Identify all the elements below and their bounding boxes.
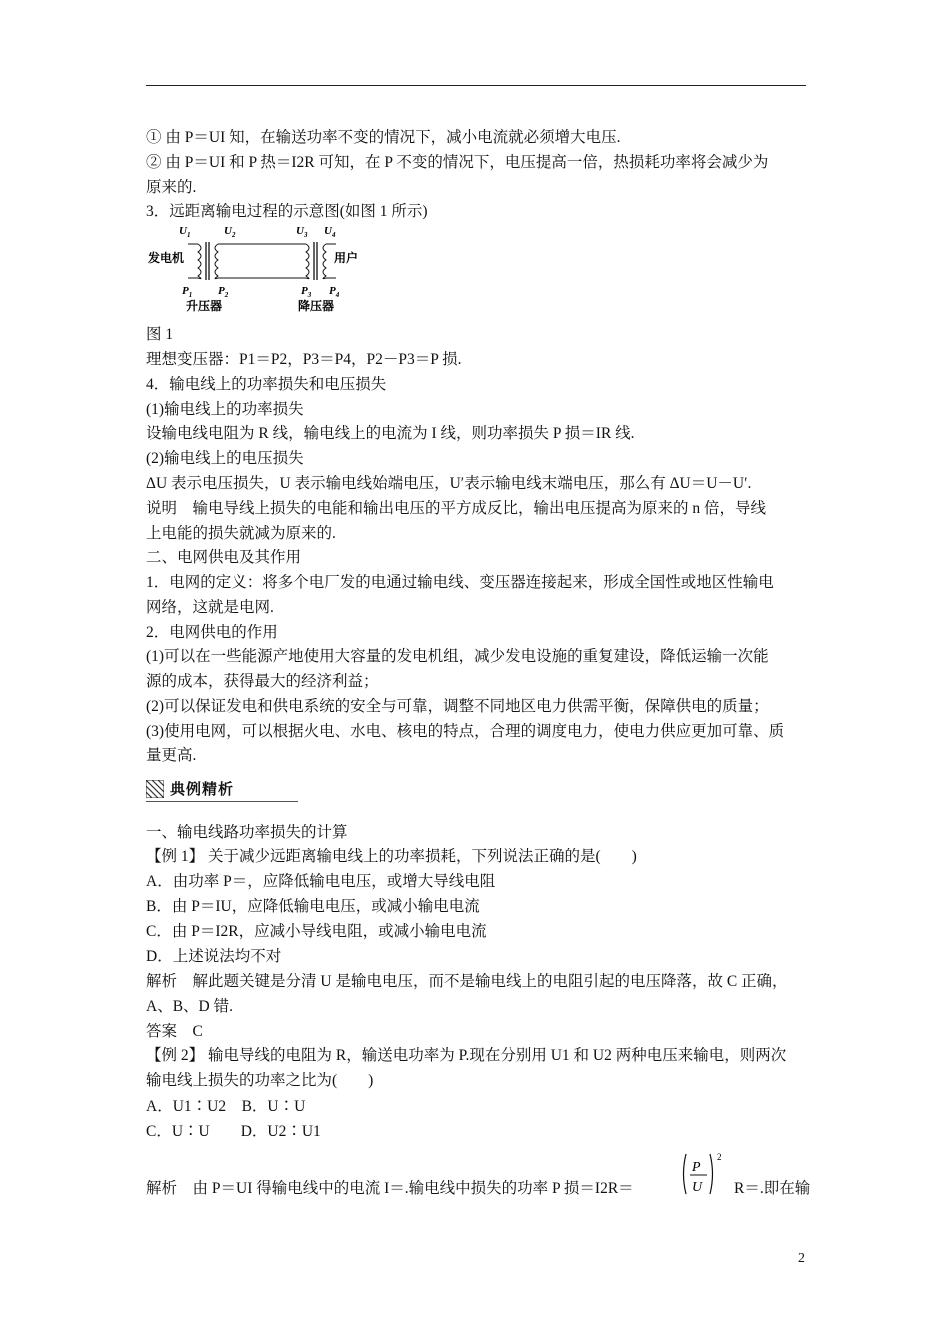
figure-caption: 图 1 bbox=[146, 326, 174, 343]
text-line: (2)输电线上的电压损失 bbox=[146, 450, 304, 467]
analysis-line: 解析 由 P＝UI 得输电线中的电流 I＝.输电线中损失的功率 P 损＝I2R＝ bbox=[146, 1180, 634, 1197]
text-line: 二、电网供电及其作用 bbox=[146, 549, 302, 566]
analysis-line: 解析 解此题关键是分清 U 是输电电压，而不是输电线上的电阻引起的电压降落，故 C 正确， bbox=[146, 973, 788, 990]
text-line: 4．输电线上的功率损失和电压损失 bbox=[146, 376, 387, 393]
section-heading bbox=[146, 778, 298, 804]
option-a: A．由功率 P＝，应降低输电电压，或增大导线电阻 bbox=[146, 873, 496, 890]
label-P1: $P_1$ bbox=[182, 285, 193, 299]
label-P4: $P_4$ bbox=[329, 285, 340, 299]
text-line: 理想变压器：P1＝P2，P3＝P4，P2－P3＝P 损. bbox=[146, 351, 462, 368]
text-line: 1．电网的定义：将多个电厂发的电通过输电线、变压器连接起来，形成全国性或地区性输电 bbox=[146, 574, 774, 591]
text-line: (1)输电线上的功率损失 bbox=[146, 401, 304, 418]
answer-line: 答案 C bbox=[146, 1023, 203, 1040]
text-line: ① 由 P＝UI 知，在输送功率不变的情况下，减小电流就必须增大电压. bbox=[146, 129, 621, 146]
text-line: 网络，这就是电网. bbox=[146, 599, 274, 616]
label-U4: $U_4$ bbox=[324, 225, 336, 239]
text-line: 原来的. bbox=[146, 179, 197, 196]
label-U1: $U_1$ bbox=[179, 225, 191, 239]
example-1-question: 【例 1】 关于减少远距离输电线上的功率损耗，下列说法正确的是( ) bbox=[146, 848, 637, 865]
option-b: B．由 P＝IU，应降低输电电压，或减小输电电流 bbox=[146, 898, 480, 915]
formula-numerator: P bbox=[692, 1160, 701, 1175]
text-line: (2)可以保证发电和供电系统的安全与可靠，调整不同地区电力供需平衡，保障供电的质量； bbox=[146, 698, 769, 715]
option-d: D．上述说法均不对 bbox=[146, 948, 282, 965]
text-line: 上电能的损失就减为原来的. bbox=[146, 525, 336, 542]
example-2-question: 【例 2】 输电导线的电阻为 R，输送电功率为 P.现在分别用 U1 和 U2 两种电压来输电，则两次 bbox=[146, 1047, 787, 1064]
user-label: 用户 bbox=[334, 251, 359, 265]
option-cd: C．U∶U D．U2∶U1 bbox=[146, 1123, 321, 1140]
formula-denominator: U bbox=[692, 1180, 703, 1195]
analysis-line: A、B、D 错. bbox=[146, 998, 233, 1015]
step-down-label: 降压器 bbox=[298, 299, 335, 313]
page-number: 2 bbox=[798, 1251, 805, 1266]
header-rule bbox=[146, 85, 806, 86]
text-line: 源的成本，获得最大的经济利益； bbox=[146, 673, 379, 690]
text-line: 输电线上损失的功率之比为( ) bbox=[146, 1072, 374, 1089]
formula-exponent: 2 bbox=[717, 1152, 722, 1162]
analysis-line-tail: R＝.即在输 bbox=[734, 1180, 811, 1197]
text-line: 2．电网供电的作用 bbox=[146, 624, 278, 641]
option-c: C．由 P＝I2R，应减小导线电阻，或减小输电电流 bbox=[146, 923, 487, 940]
text-line: ΔU 表示电压损失，U 表示输电线始端电压，U′表示输电线末端电压，那么有 ΔU＝U－U′. bbox=[146, 475, 752, 492]
step-up-label: 升压器 bbox=[186, 299, 223, 313]
section-underline bbox=[146, 801, 298, 802]
text-line: ② 由 P＝UI 和 P 热＝I2R 可知，在 P 不变的情况下，电压提高一倍，热损耗功率将会减少为 bbox=[146, 154, 769, 171]
text-line: 3．远距离输电过程的示意图(如图 1 所示) bbox=[146, 203, 428, 220]
label-P2: $P_2$ bbox=[218, 285, 229, 299]
text-line: 设输电线电阻为 R 线，输电线上的电流为 I 线，则功率损失 P 损＝IR 线. bbox=[146, 425, 635, 442]
text-line: (1)可以在一些能源产地使用大容量的发电机组，减少发电设施的重复建设，降低运输一次能 bbox=[146, 648, 769, 665]
label-U3: $U_3$ bbox=[296, 225, 308, 239]
transmission-diagram bbox=[146, 222, 366, 318]
stripe-icon bbox=[146, 780, 164, 798]
generator-label: 发电机 bbox=[148, 251, 185, 265]
text-line: 量更高. bbox=[146, 747, 197, 764]
fraction-formula bbox=[680, 1150, 726, 1198]
text-line: 说明 输电导线上损失的电能和输出电压的平方成反比，输出电压提高为原来的 n 倍，导线 bbox=[146, 500, 767, 517]
option-ab: A．U1∶U2 B．U∶U bbox=[146, 1098, 306, 1115]
text-line: 一、输电线路功率损失的计算 bbox=[146, 824, 348, 841]
text-line: (3)使用电网，可以根据火电、水电、核电的特点，合理的调度电力，使电力供应更加可靠、质 bbox=[146, 723, 785, 740]
label-P3: $P_3$ bbox=[301, 285, 312, 299]
section-title: 典例精析 bbox=[170, 780, 235, 798]
label-U2: $U_2$ bbox=[224, 225, 236, 239]
